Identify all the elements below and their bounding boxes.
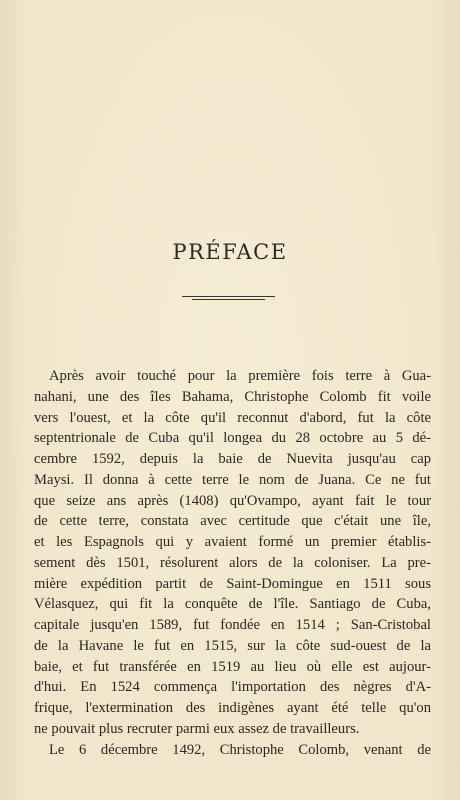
text-line: que seize ans après (1408) qu'Ovampo, ayant fait le tour [34, 492, 431, 509]
text-line: Vélasquez, qui fit la conquête de l'île. Santiago de Cuba, [34, 596, 431, 613]
text-line: frique, l'extermination des indigènes ayant été telle qu'on [34, 700, 431, 716]
text-line: nahani, une des îles Bahama, Christophe Colomb fit voile [34, 388, 431, 405]
text-line: cembre 1592, depuis la baie de Nuevita jusqu'au cap [34, 451, 431, 467]
text-line: de la Havane le fut en 1515, sur la côte sud-ouest de la [34, 637, 431, 654]
text-line: ne pouvait plus recruter parmi eux assez de travailleurs. [34, 720, 360, 737]
text-line: sement dès 1501, résolurent alors de la coloniser. La pre- [34, 554, 431, 571]
text-line: mière expédition partit de Saint-Domingue en 1511 sous [34, 575, 431, 592]
title-rule-divider [182, 296, 275, 297]
text-line: baie, et fut transférée en 1519 au lieu où elle est aujour- [34, 658, 431, 675]
text-line: capitale jusqu'en 1589, fut fondée en 1514 ; San-Cristobal [34, 617, 431, 633]
text-line: Le 6 décembre 1492, Christophe Colomb, venant de [49, 741, 431, 758]
text-line: de cette terre, constata avec certitude que c'était une île, [34, 513, 431, 530]
text-line: septentrionale de Cuba qu'il longea du 28 octobre au 5 dé- [34, 430, 431, 447]
text-line: Maysi. Il donna à cette terre le nom de Juana. Ce ne fut [34, 471, 431, 488]
body-paragraph [34, 366, 431, 760]
page-title: PRÉFACE [172, 240, 288, 264]
text-line: Après avoir touché pour la première fois terre à Gua- [49, 368, 431, 384]
text-line: et les Espagnols qui y avaient formé un premier établis- [34, 534, 431, 550]
text-line: vers l'ouest, et la côte qu'il reconnut d'abord, fut la côte [34, 409, 431, 426]
text-line: d'hui. En 1524 commença l'importation des nègres d'A- [34, 679, 431, 696]
